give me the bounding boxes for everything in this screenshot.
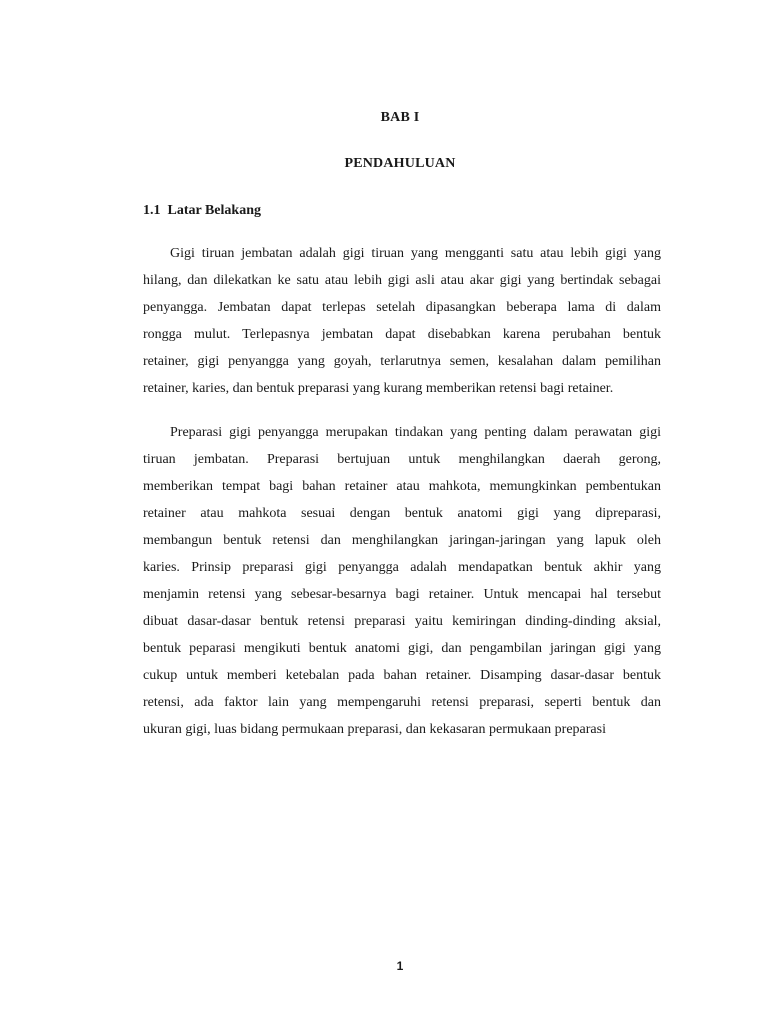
paragraph-line: tiruan jembatan. Preparasi bertujuan untuk menghilangkan daerah gerong, xyxy=(143,452,661,467)
paragraph-line: ukuran gigi, luas bidang permukaan preparasi, dan kekasaran permukaan preparasi xyxy=(143,722,606,737)
paragraph-line: bentuk peparasi mengikuti bentuk anatomi gigi, dan pengambilan jaringan gigi yang xyxy=(143,641,661,656)
section-heading xyxy=(143,203,261,219)
paragraph-line: dibuat dasar-dasar bentuk retensi preparasi yaitu kemiringan dinding-dinding aksial, xyxy=(143,614,661,629)
paragraph-line: retainer, gigi penyangga yang goyah, terlarutnya semen, kesalahan dalam pemilihan xyxy=(143,354,661,369)
paragraph-line: Preparasi gigi penyangga merupakan tindakan yang penting dalam perawatan gigi xyxy=(170,425,661,440)
chapter-title: PENDAHULUAN xyxy=(344,156,456,171)
paragraph xyxy=(143,419,661,743)
paragraph-line: menjamin retensi yang sebesar-besarnya bagi retainer. Untuk mencapai hal tersebut xyxy=(143,587,661,602)
paragraph-line: penyangga. Jembatan dapat terlepas setelah dipasangkan beberapa lama di dalam xyxy=(143,300,661,315)
section-number: 1.1 xyxy=(143,203,161,218)
paragraph-line: karies. Prinsip preparasi gigi penyangga adalah mendapatkan bentuk akhir yang xyxy=(143,560,661,575)
paragraph-line: retainer atau mahkota sesuai dengan bentuk anatomi gigi yang dipreparasi, xyxy=(143,506,661,521)
chapter-heading: BAB I xyxy=(380,110,420,125)
page-number: 1 xyxy=(396,959,404,973)
section-title: Latar Belakang xyxy=(167,203,261,218)
paragraph-line: retensi, ada faktor lain yang mempengaruhi retensi preparasi, seperti bentuk dan xyxy=(143,695,661,710)
paragraph-line: cukup untuk memberi ketebalan pada bahan retainer. Disamping dasar-dasar bentuk xyxy=(143,668,661,683)
paragraph-line: memberikan tempat bagi bahan retainer atau mahkota, memungkinkan pembentukan xyxy=(143,479,661,494)
paragraph-line: rongga mulut. Terlepasnya jembatan dapat disebabkan karena perubahan bentuk xyxy=(143,327,661,342)
paragraph-line: hilang, dan dilekatkan ke satu atau lebih gigi asli atau akar gigi yang bertindak sebagai xyxy=(143,273,661,288)
paragraph-line: retainer, karies, dan bentuk preparasi yang kurang memberikan retensi bagi retainer. xyxy=(143,381,614,396)
paragraph-line: Gigi tiruan jembatan adalah gigi tiruan yang mengganti satu atau lebih gigi yang xyxy=(170,246,661,261)
paragraph xyxy=(143,240,661,402)
paragraph-line: membangun bentuk retensi dan menghilangkan jaringan-jaringan yang lapuk oleh xyxy=(143,533,661,548)
